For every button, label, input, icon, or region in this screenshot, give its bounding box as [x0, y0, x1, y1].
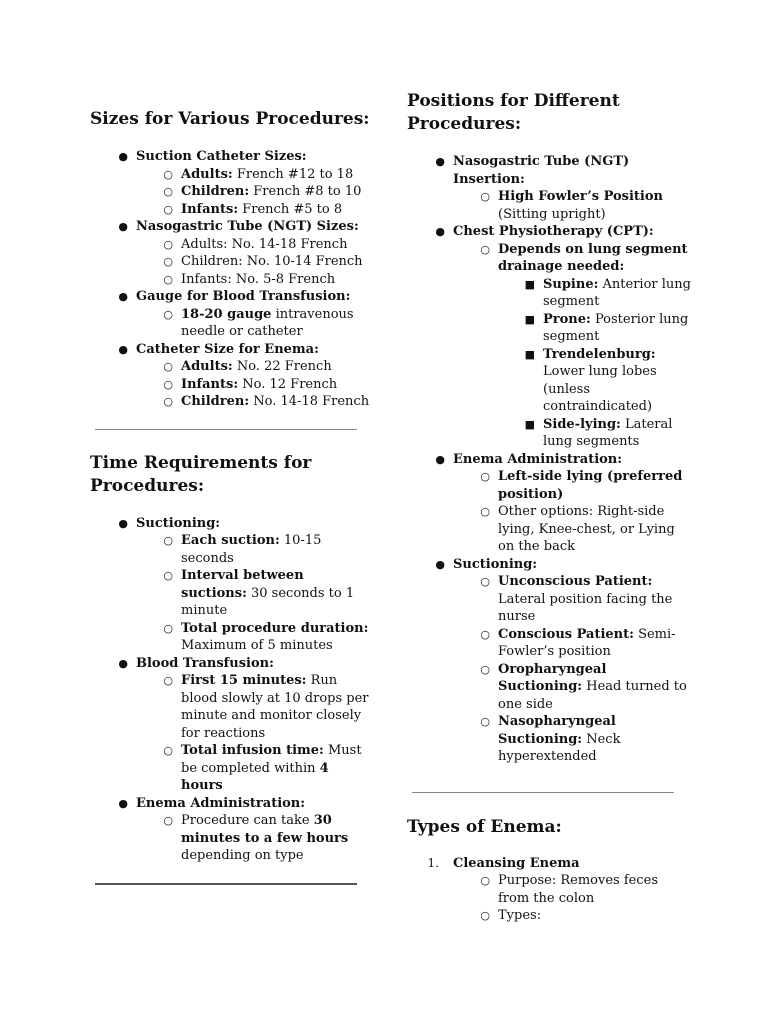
item-text: Maximum of 5 minutes [181, 638, 333, 653]
list-item [407, 855, 692, 873]
item-label: 30 minutes to a few hours [181, 813, 349, 846]
item-label: 4 hours [181, 760, 329, 793]
bullet-icon: ■ [524, 277, 535, 291]
bullet-icon: ○ [163, 377, 173, 391]
list-item [90, 218, 370, 236]
item-text: Neck hyperextended [498, 731, 621, 764]
item-label: First 15 minutes: [181, 673, 307, 688]
item-label: High Fowler’s Position [498, 189, 663, 204]
list-item [90, 532, 370, 567]
bullet-icon: ○ [163, 674, 173, 687]
positions-list [407, 153, 692, 766]
bullet-icon: ○ [163, 534, 173, 547]
bullet-icon: ○ [163, 272, 173, 286]
bullet-icon: ○ [163, 814, 173, 827]
sizes-heading: Sizes for Various Procedures: [90, 109, 370, 129]
list-item [90, 795, 370, 813]
bullet-icon: ● [118, 656, 128, 670]
bullet-icon: ○ [480, 662, 490, 676]
positions-heading: Positions for Different Procedures: [407, 91, 620, 134]
item-text: 30 seconds to 1 minute [181, 585, 355, 618]
list-item [90, 166, 370, 184]
item-label: Left-side lying (preferred position) [498, 469, 683, 502]
item-label: Each suction: [181, 533, 280, 548]
list-item [407, 416, 692, 451]
item-label: Gauge for Blood Transfusion: [136, 289, 351, 304]
item-text: Run blood slowly at 10 drops per minute and monitor closely for reactions [181, 673, 369, 741]
list-item [90, 742, 370, 795]
item-label: Nasogastric Tube (NGT) Insertion: [453, 154, 630, 187]
time-list [90, 515, 370, 865]
bullet-icon: ○ [163, 744, 173, 757]
item-label: Suction Catheter Sizes: [136, 149, 307, 164]
item-label: Trendelenburg: [543, 346, 656, 362]
section-divider [95, 429, 357, 430]
item-text: Anterior lung segment [543, 276, 691, 309]
list-item [407, 451, 692, 469]
bullet-icon: ○ [163, 307, 173, 321]
item-text: No. 14-18 French [249, 394, 370, 409]
item-text: Head turned to one side [498, 679, 687, 712]
item-label: Chest Physiotherapy (CPT): [453, 224, 654, 239]
list-item [407, 626, 692, 661]
item-text: (Sitting upright) [498, 206, 606, 222]
bullet-icon: ○ [163, 167, 173, 181]
bullet-icon: ○ [480, 909, 490, 922]
left-column [90, 108, 370, 885]
list-item [407, 661, 692, 714]
bullet-icon: ○ [480, 627, 490, 641]
list-item [407, 907, 692, 925]
list-item [407, 346, 692, 416]
list-item [90, 655, 370, 673]
item-text: No. 12 French [238, 376, 338, 392]
bullet-icon: ● [118, 150, 128, 163]
enema-heading: Types of Enema: [407, 816, 562, 837]
list-item [407, 713, 692, 766]
item-text: Purpose: Removes feces from the colon [498, 873, 658, 906]
item-text: Lateral position facing the nurse [498, 591, 673, 624]
item-label: Catheter Size for Enema: [136, 341, 319, 357]
item-text: Lateral lung segments [543, 416, 673, 449]
bullet-icon: ○ [163, 185, 173, 198]
item-label: Infants: [181, 376, 239, 392]
item-label: Children: [181, 394, 250, 409]
bullet-icon: ○ [163, 569, 173, 582]
item-label: Unconscious Patient: [498, 574, 653, 589]
bullet-icon: ○ [480, 190, 490, 203]
item-text: Procedure can take [181, 813, 314, 828]
item-label: Enema Administration: [136, 795, 306, 811]
item-label: 18-20 gauge [181, 306, 272, 322]
list-item [407, 556, 692, 574]
item-text: 10-15 seconds [181, 533, 322, 566]
item-label: Enema Administration: [453, 451, 623, 467]
item-text: French #8 to 10 [249, 184, 362, 199]
sizes-list [90, 148, 370, 411]
list-item [90, 183, 370, 201]
item-text: Posterior lung segment [543, 311, 689, 344]
item-label: Infants: [181, 201, 239, 217]
item-label: Total infusion time: [181, 743, 324, 758]
item-text: French #5 to 8 [238, 201, 343, 217]
item-label: Oropharyngeal Suctioning: [498, 661, 607, 694]
item-text: French #12 to 18 [232, 166, 354, 182]
bullet-icon: ○ [163, 255, 173, 268]
list-item [90, 201, 370, 219]
list-item [90, 306, 370, 341]
item-label: Total procedure duration: [181, 620, 369, 636]
list-item [407, 223, 692, 241]
list-item [407, 241, 692, 276]
list-item [90, 376, 370, 394]
bullet-icon: ● [435, 557, 445, 571]
list-item [90, 236, 370, 254]
list-item [90, 515, 370, 533]
right-column [407, 90, 692, 925]
item-text: Infants: No. 5-8 French [181, 271, 336, 287]
item-text: No. 22 French [232, 359, 332, 374]
item-text: Lower lung lobes (unless contraindicated) [543, 364, 657, 414]
item-label: Supine: [543, 276, 599, 292]
bullet-icon: ○ [480, 505, 490, 518]
bullet-icon: ○ [480, 575, 490, 588]
bullet-icon: ● [118, 220, 128, 233]
bullet-icon: ■ [524, 347, 535, 361]
section-divider [95, 883, 357, 885]
bullet-icon: ○ [163, 202, 173, 216]
bullet-icon: ○ [480, 874, 490, 887]
bullet-icon: ○ [163, 237, 173, 251]
bullet-icon: ○ [480, 470, 490, 483]
item-text: Other options: Right-side lying, Knee-chest, or Lying on the back [498, 504, 675, 554]
list-item [90, 672, 370, 742]
bullet-icon: ● [435, 452, 445, 466]
item-text: intravenous needle or catheter [181, 306, 354, 339]
item-label: Blood Transfusion: [136, 655, 274, 671]
bullet-icon: ● [118, 290, 128, 303]
list-item [407, 311, 692, 346]
item-text: Must be completed within [181, 743, 362, 776]
list-item [90, 341, 370, 359]
bullet-icon: ○ [480, 242, 490, 256]
item-label: Nasopharyngeal Suctioning: [498, 714, 616, 747]
bullet-icon: ● [118, 342, 128, 356]
list-item [90, 253, 370, 271]
list-item [90, 393, 370, 411]
item-label: Suctioning: [453, 556, 538, 572]
item-label: Nasogastric Tube (NGT) Sizes: [136, 219, 359, 234]
list-item [407, 153, 692, 188]
item-text: Adults: No. 14-18 French [181, 236, 348, 252]
bullet-icon: ■ [524, 312, 535, 326]
list-item [90, 148, 370, 166]
list-item [90, 812, 370, 865]
item-label: Adults: [181, 359, 233, 374]
item-label: Prone: [543, 311, 591, 327]
item-label: Depends on lung segment drainage needed: [498, 241, 688, 274]
item-label: Cleansing Enema [453, 855, 580, 871]
time-heading: Time Requirements for Procedures: [90, 452, 312, 496]
list-item [90, 567, 370, 620]
list-item [407, 276, 692, 311]
bullet-icon: ○ [163, 360, 173, 373]
enema-list [407, 855, 692, 925]
list-item [407, 188, 692, 223]
list-item [90, 288, 370, 306]
bullet-icon: ● [435, 155, 445, 168]
item-label: Interval between suctions: [181, 568, 304, 601]
item-text: depending on type [181, 848, 304, 863]
list-item [90, 358, 370, 376]
item-label: Suctioning: [136, 515, 221, 531]
bullet-icon: ○ [480, 715, 490, 728]
item-label: Children: [181, 184, 250, 199]
list-item [407, 872, 692, 907]
item-label: Adults: [181, 166, 233, 182]
bullet-icon: ○ [163, 621, 173, 635]
list-item [407, 468, 692, 503]
item-label: Conscious Patient: [498, 626, 634, 642]
list-item [90, 620, 370, 655]
list-item [407, 573, 692, 626]
bullet-icon: ■ [524, 417, 535, 431]
list-item [407, 503, 692, 556]
bullet-icon: ○ [163, 395, 173, 408]
bullet-icon: ● [118, 516, 128, 530]
list-number: 1. [427, 855, 439, 870]
item-text: Types: [498, 908, 542, 923]
bullet-icon: ● [118, 796, 128, 810]
item-text: Children: No. 10-14 French [181, 254, 363, 269]
list-item [90, 271, 370, 289]
item-text: Semi-Fowler’s position [498, 626, 676, 659]
item-label: Side-lying: [543, 416, 621, 432]
bullet-icon: ● [435, 225, 445, 238]
section-divider [412, 792, 674, 793]
